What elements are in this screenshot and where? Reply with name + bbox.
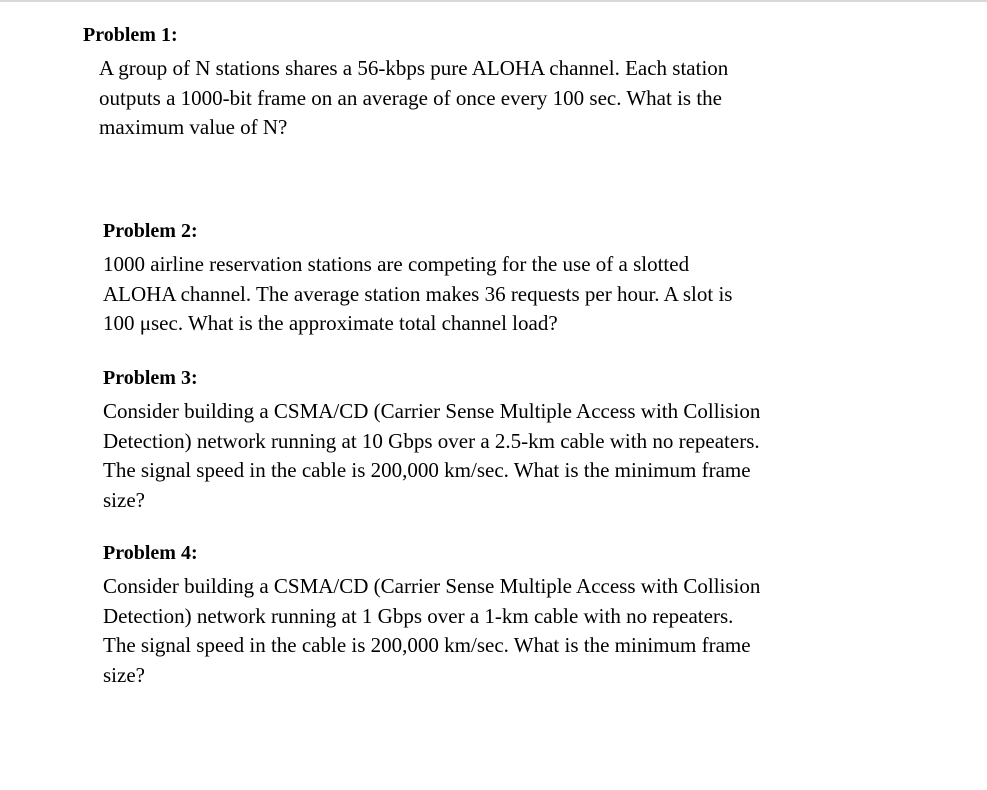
problem-2-title: Problem 2: <box>103 220 198 242</box>
problem-2-line: ALOHA channel. The average station makes 36 requests per hour. A slot is <box>103 281 733 306</box>
problem-2-text <box>103 250 863 339</box>
problem-3-title: Problem 3: <box>103 367 198 389</box>
problem-1-line: outputs a 1000-bit frame on an average of once every 100 sec. What is the <box>99 85 722 110</box>
problem-3-line: Detection) network running at 10 Gbps over a 2.5-km cable with no repeaters. <box>103 428 760 453</box>
page-top-border <box>0 0 987 2</box>
problem-2-line: 1000 airline reservation stations are competing for the use of a slotted <box>103 252 690 276</box>
problem-2-line: 100 μsec. What is the approximate total channel load? <box>103 311 558 335</box>
problem-4-line: The signal speed in the cable is 200,000 km/sec. What is the minimum frame <box>103 633 751 657</box>
problem-3-line: Consider building a CSMA/CD (Carrier Sense Multiple Access with Collision <box>103 399 761 423</box>
problem-3-line: size? <box>103 487 145 512</box>
problem-3-text <box>103 397 863 515</box>
problem-4 <box>103 542 863 690</box>
problem-4-line: size? <box>103 662 145 687</box>
problem-1-line: A group of N stations shares a 56-kbps pure ALOHA channel. Each station <box>99 56 729 80</box>
problem-4-title: Problem 4: <box>103 542 198 564</box>
problem-1 <box>83 24 843 143</box>
problem-2 <box>103 220 863 339</box>
problem-1-text <box>99 54 843 143</box>
problem-4-line: Detection) network running at 1 Gbps over a 1-km cable with no repeaters. <box>103 603 734 628</box>
problem-1-line: maximum value of N? <box>99 115 288 139</box>
problem-3-line: The signal speed in the cable is 200,000 km/sec. What is the minimum frame <box>103 458 751 482</box>
problem-4-text <box>103 572 863 690</box>
problem-3 <box>103 367 863 515</box>
problem-1-title: Problem 1: <box>83 24 178 46</box>
problem-4-line: Consider building a CSMA/CD (Carrier Sense Multiple Access with Collision <box>103 574 761 598</box>
